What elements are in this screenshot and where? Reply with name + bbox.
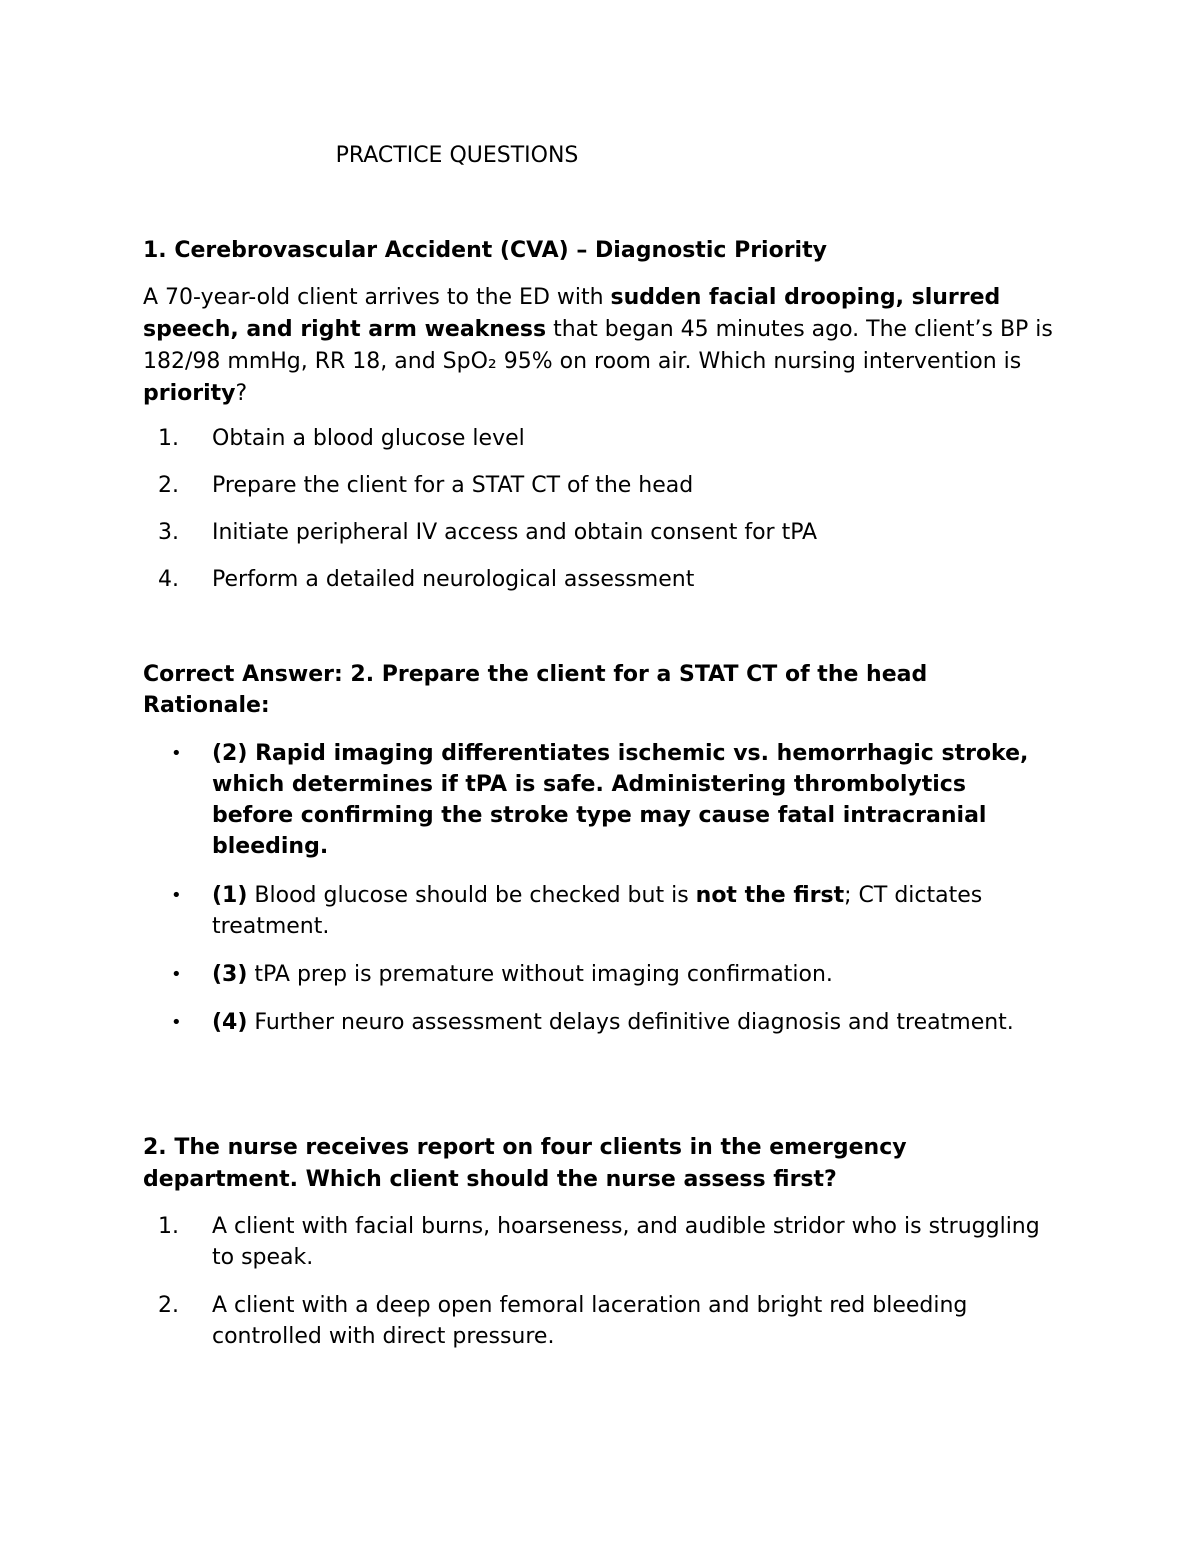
rationale-option-label: (1) <box>212 883 248 908</box>
option-number: 2. <box>158 1293 179 1318</box>
rationale-item <box>143 880 1043 942</box>
rationale-text: tPA prep is premature without imaging confirmation. <box>247 962 833 987</box>
option-number: 1. <box>158 1214 179 1239</box>
rationale-option-label: (3) <box>212 962 248 987</box>
rationale-item <box>143 959 1043 990</box>
question-2-heading-text: 2. The nurse receives report on four clients in the emergency department. Which client should the nurse assess first? <box>143 1135 907 1192</box>
question-1-option <box>143 423 1043 454</box>
question-2-heading <box>143 1132 1003 1196</box>
rationale-text: Blood glucose should be checked but is <box>247 883 696 908</box>
stem-bold-symptoms: sudden facial drooping, slurred speech, and right arm weakness <box>143 285 1001 342</box>
rationale-option-label: (2) <box>212 741 248 766</box>
option-number: 1. <box>158 426 179 451</box>
question-1-heading <box>143 235 1063 267</box>
question-2-option <box>143 1290 1043 1352</box>
rationale-label <box>143 690 1063 722</box>
bullet-icon: • <box>171 743 182 764</box>
option-text: Initiate peripheral IV access and obtain consent for tPA <box>212 520 818 545</box>
bullet-icon: • <box>171 885 182 906</box>
rationale-item <box>143 738 1043 862</box>
stem-text: that began 45 minutes ago. The client’s BP is 182/98 mmHg, RR 18, and SpO₂ 95% on room air. Which nursing intervention is <box>143 317 1053 374</box>
rationale-item <box>143 1007 1043 1038</box>
bullet-icon: • <box>171 1012 182 1033</box>
stem-text: ? <box>235 381 248 406</box>
option-text: A client with facial burns, hoarseness, and audible stridor who is struggling to speak. <box>212 1214 1040 1270</box>
question-1-heading-text: 1. Cerebrovascular Accident (CVA) – Diagnostic Priority <box>143 238 827 263</box>
rationale-option-label: (4) <box>212 1010 248 1035</box>
question-1-option <box>143 517 1043 548</box>
option-number: 3. <box>158 520 179 545</box>
correct-answer <box>143 659 1063 691</box>
stem-bold-priority: priority <box>143 381 236 406</box>
rationale-emphasis: not the first <box>695 883 845 908</box>
option-text: Prepare the client for a STAT CT of the head <box>212 473 694 498</box>
option-text: Perform a detailed neurological assessment <box>212 567 695 592</box>
question-2-option <box>143 1211 1043 1273</box>
rationale-label-text: Rationale: <box>143 693 270 718</box>
question-1-option <box>143 470 1043 501</box>
option-text: Obtain a blood glucose level <box>212 426 525 451</box>
question-1-stem <box>143 282 1063 410</box>
option-text: A client with a deep open femoral laceration and bright red bleeding controlled with direct pressure. <box>212 1293 968 1349</box>
correct-answer-text: Correct Answer: 2. Prepare the client for a STAT CT of the head <box>143 662 928 687</box>
rationale-text: Rapid imaging differentiates ischemic vs. hemorrhagic stroke, which determines if tPA is safe. Administering thrombolytics before confirming the stroke type may cause fatal intracranial bleeding. <box>212 741 1029 859</box>
question-1-option <box>143 564 1043 595</box>
page-title: PRACTICE QUESTIONS <box>335 143 579 168</box>
stem-text: A 70-year-old client arrives to the ED with <box>143 285 611 310</box>
bullet-icon: • <box>171 964 182 985</box>
option-number: 4. <box>158 567 179 592</box>
rationale-text: ; CT dictates treatment. <box>212 883 983 939</box>
option-number: 2. <box>158 473 179 498</box>
rationale-text: Further neuro assessment delays definitive diagnosis and treatment. <box>247 1010 1014 1035</box>
